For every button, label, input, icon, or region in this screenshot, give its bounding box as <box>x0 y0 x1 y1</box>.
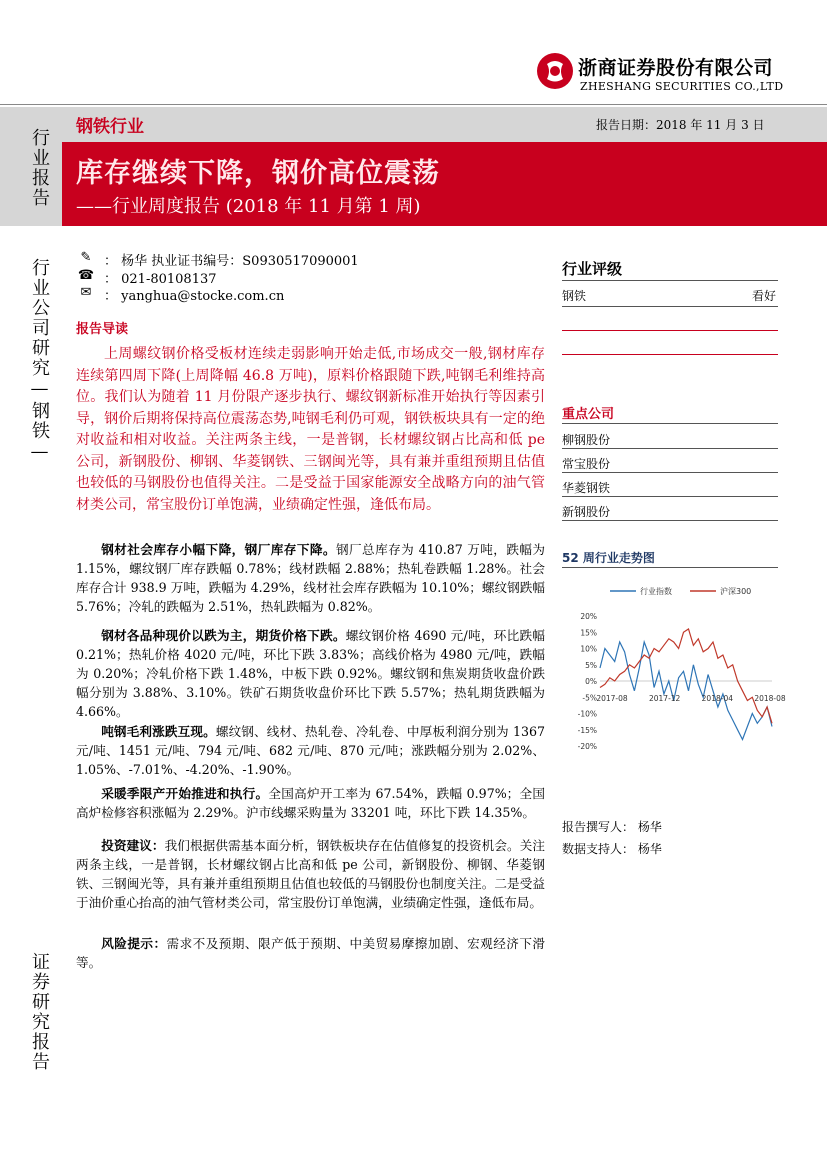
paragraph-text: 全国高炉开工率为 67.54%，跌幅 0.97%；全国高炉检修容积涨幅为 2.29%。沪市线螺采购量为 33201 吨，环比下跌 14.35%。 <box>76 786 545 820</box>
paragraph-bold: 采暖季限产开始推进和执行。 <box>101 786 269 801</box>
rating-divider <box>562 280 778 281</box>
rating-value: 看好 <box>752 289 777 303</box>
page-title: 库存继续下降，钢价高位震荡 <box>76 158 440 189</box>
guide-text: 上周螺纹钢价格受板材连续走弱影响开始走低,市场成交一般,钢材库存连续第四周下降(上周降幅 46.8 万吨)，原料价格跟随下跌,吨钢毛利维持高位。我们认为随着 11 月份限产逐步执行、螺纹钢新标准开始执行等因素引导，钢价后期将保持高位震荡态势,吨钢毛利仍可观，钢铁板块具有一定的绝对收益和相对收益。关注两条主线，一是普钢，长材螺纹钢占比高和低 pe 公司，新钢股份、柳钢、华菱钢铁、三钢闽光等，具有兼并重组预期且估值也较低的马钢股份也值得关注。二是受益于国家能源安全战略方向的油气管材类公司，常宝股份订单饱满，业绩确定性强，逢低布局。 <box>76 346 545 513</box>
x-tick-label: 2017-08 <box>596 694 628 703</box>
rating-industry: 钢铁 <box>562 289 587 303</box>
x-tick-label: 2018-04 <box>701 694 734 703</box>
guide-heading: 报告导读 <box>76 322 129 337</box>
analyst-email[interactable]: ： yanghua@stocke.com.cn <box>104 289 285 304</box>
paragraph-bold: 投资建议： <box>101 838 165 853</box>
series-line <box>600 629 772 723</box>
pen-icon: ✎ <box>80 250 92 265</box>
key-divider <box>562 496 778 497</box>
paragraph-production <box>76 784 545 822</box>
paragraph-prices <box>76 626 545 721</box>
key-company-item: 华菱钢铁 <box>562 481 611 495</box>
series-line <box>600 642 772 740</box>
paragraph-bold: 钢材社会库存小幅下降，钢厂库存下降。 <box>101 542 336 557</box>
data-supporter: 数据支持人： 杨华 <box>562 842 662 856</box>
y-tick-label: 10% <box>580 644 597 654</box>
legend-label: 行业指数 <box>640 587 672 596</box>
y-tick-label: -10% <box>577 709 597 719</box>
y-tick-label: 15% <box>580 628 597 638</box>
key-divider <box>562 472 778 473</box>
report-writer: 报告撰写人： 杨华 <box>562 820 662 834</box>
paragraph-text: 需求不及预期、限产低于预期、中美贸易摩擦加剧、宏观经济下滑等。 <box>76 936 546 970</box>
side-label-middle: 行业公司研究—钢铁— <box>29 258 50 464</box>
key-divider <box>562 423 778 424</box>
paragraph-text: 螺纹钢价格 4690 元/吨，环比跌幅 0.21%；热轧价格 4020 元/吨，环比下跌 3.83%；高线价格为 4980 元/吨，跌幅为 0.20%；冷轧价格下跌 1.48%，中板下跌 0.92%。螺纹钢和焦炭期货收盘价跌幅分别为 3.88%、3.10%。铁矿石期货收盘价环比下跌 5.57%；热轧期货跌幅为 4.66%。 <box>76 628 546 719</box>
rating-divider <box>562 354 778 355</box>
key-company-item: 新钢股份 <box>562 505 611 519</box>
paragraph-bold: 钢材各品种现价以跌为主，期货价格下跌。 <box>101 628 346 643</box>
legend-label: 沪深300 <box>720 587 752 596</box>
paragraph-text: 螺纹钢、线材、热轧卷、冷轧卷、中厚板利润分别为 1367 元/吨、1451 元/吨、794 元/吨、682 元/吨、870 元/吨；涨跌幅分别为 2.02%、1.05%、-7.01%、-4.20%、-1.90%。 <box>76 724 545 777</box>
side-label-top: 行业报告 <box>29 128 50 208</box>
key-company-item: 柳钢股份 <box>562 433 611 447</box>
industry-title: 钢铁行业 <box>76 117 144 137</box>
side-label-bottom: 证券研究报告 <box>29 952 50 1072</box>
analyst-phone: ： 021-80108137 <box>104 272 217 287</box>
key-divider <box>562 520 778 521</box>
y-tick-label: -15% <box>577 725 597 735</box>
paragraph-inventory <box>76 540 545 616</box>
key-divider <box>562 448 778 449</box>
y-tick-label: 0% <box>585 677 597 686</box>
company-name-en: ZHESHANG SECURITIES CO.,LTD <box>580 80 784 93</box>
x-tick-label: 2018-08 <box>754 694 786 703</box>
header-divider <box>0 104 827 105</box>
key-company-item: 常宝股份 <box>562 457 611 471</box>
y-tick-label: 5% <box>585 660 597 670</box>
chart-divider <box>562 567 778 568</box>
y-tick-label: 20% <box>580 612 597 621</box>
paragraph-margin <box>76 722 545 779</box>
x-tick-label: 2017-12 <box>648 694 681 703</box>
rating-divider <box>562 306 778 307</box>
chart-heading: 52 周行业走势图 <box>562 551 655 565</box>
trend-chart <box>568 578 786 758</box>
company-logo <box>536 52 574 90</box>
rating-divider <box>562 330 778 331</box>
mail-icon: ✉ <box>80 285 92 300</box>
paragraph-text: 我们根据供需基本面分析，钢铁板块存在估值修复的投资机会。关注两条主线，一是普钢，长材螺纹钢占比高和低 pe 公司，新钢股份、柳钢、华菱钢铁、三钢闽光等，具有兼并重组预期且估值也较低的马钢股份也制度关注。二是受益于油价重心抬高的油气管材类公司，常宝股份订单饱满，业绩确定性强，逢低布局。 <box>76 838 546 910</box>
phone-icon: ☎ <box>77 268 95 283</box>
paragraph-bold: 吨钢毛利涨跌互现。 <box>101 724 216 739</box>
paragraph-risk <box>76 934 545 972</box>
paragraph-bold: 风险提示： <box>101 936 167 951</box>
company-name-cn: 浙商证券股份有限公司 <box>578 57 774 79</box>
key-companies-heading: 重点公司 <box>562 407 615 422</box>
page-subtitle: ——行业周度报告 (2018 年 11 月第 1 周) <box>76 196 421 217</box>
y-tick-label: -5% <box>582 693 597 703</box>
analyst-name: ： 杨华 执业证书编号：S0930517090001 <box>104 254 359 269</box>
rating-heading: 行业评级 <box>562 260 623 278</box>
paragraph-investment <box>76 836 545 912</box>
paragraph-text: 钢厂总库存为 410.87 万吨，跌幅为 1.15%，螺纹钢厂库存跌幅 0.78%；线材跌幅 2.88%；热轧卷跌幅 1.28%。社会库存合计 938.9 万吨，跌幅为 4.29%，线材社会库存跌幅为 10.10%；螺纹钢跌幅 5.76%；冷轧的跌幅为 2.51%，热轧跌幅为 0.82%。 <box>76 542 546 614</box>
y-tick-label: -20% <box>577 742 597 751</box>
report-date: 报告日期：2018 年 11 月 3 日 <box>596 118 765 132</box>
